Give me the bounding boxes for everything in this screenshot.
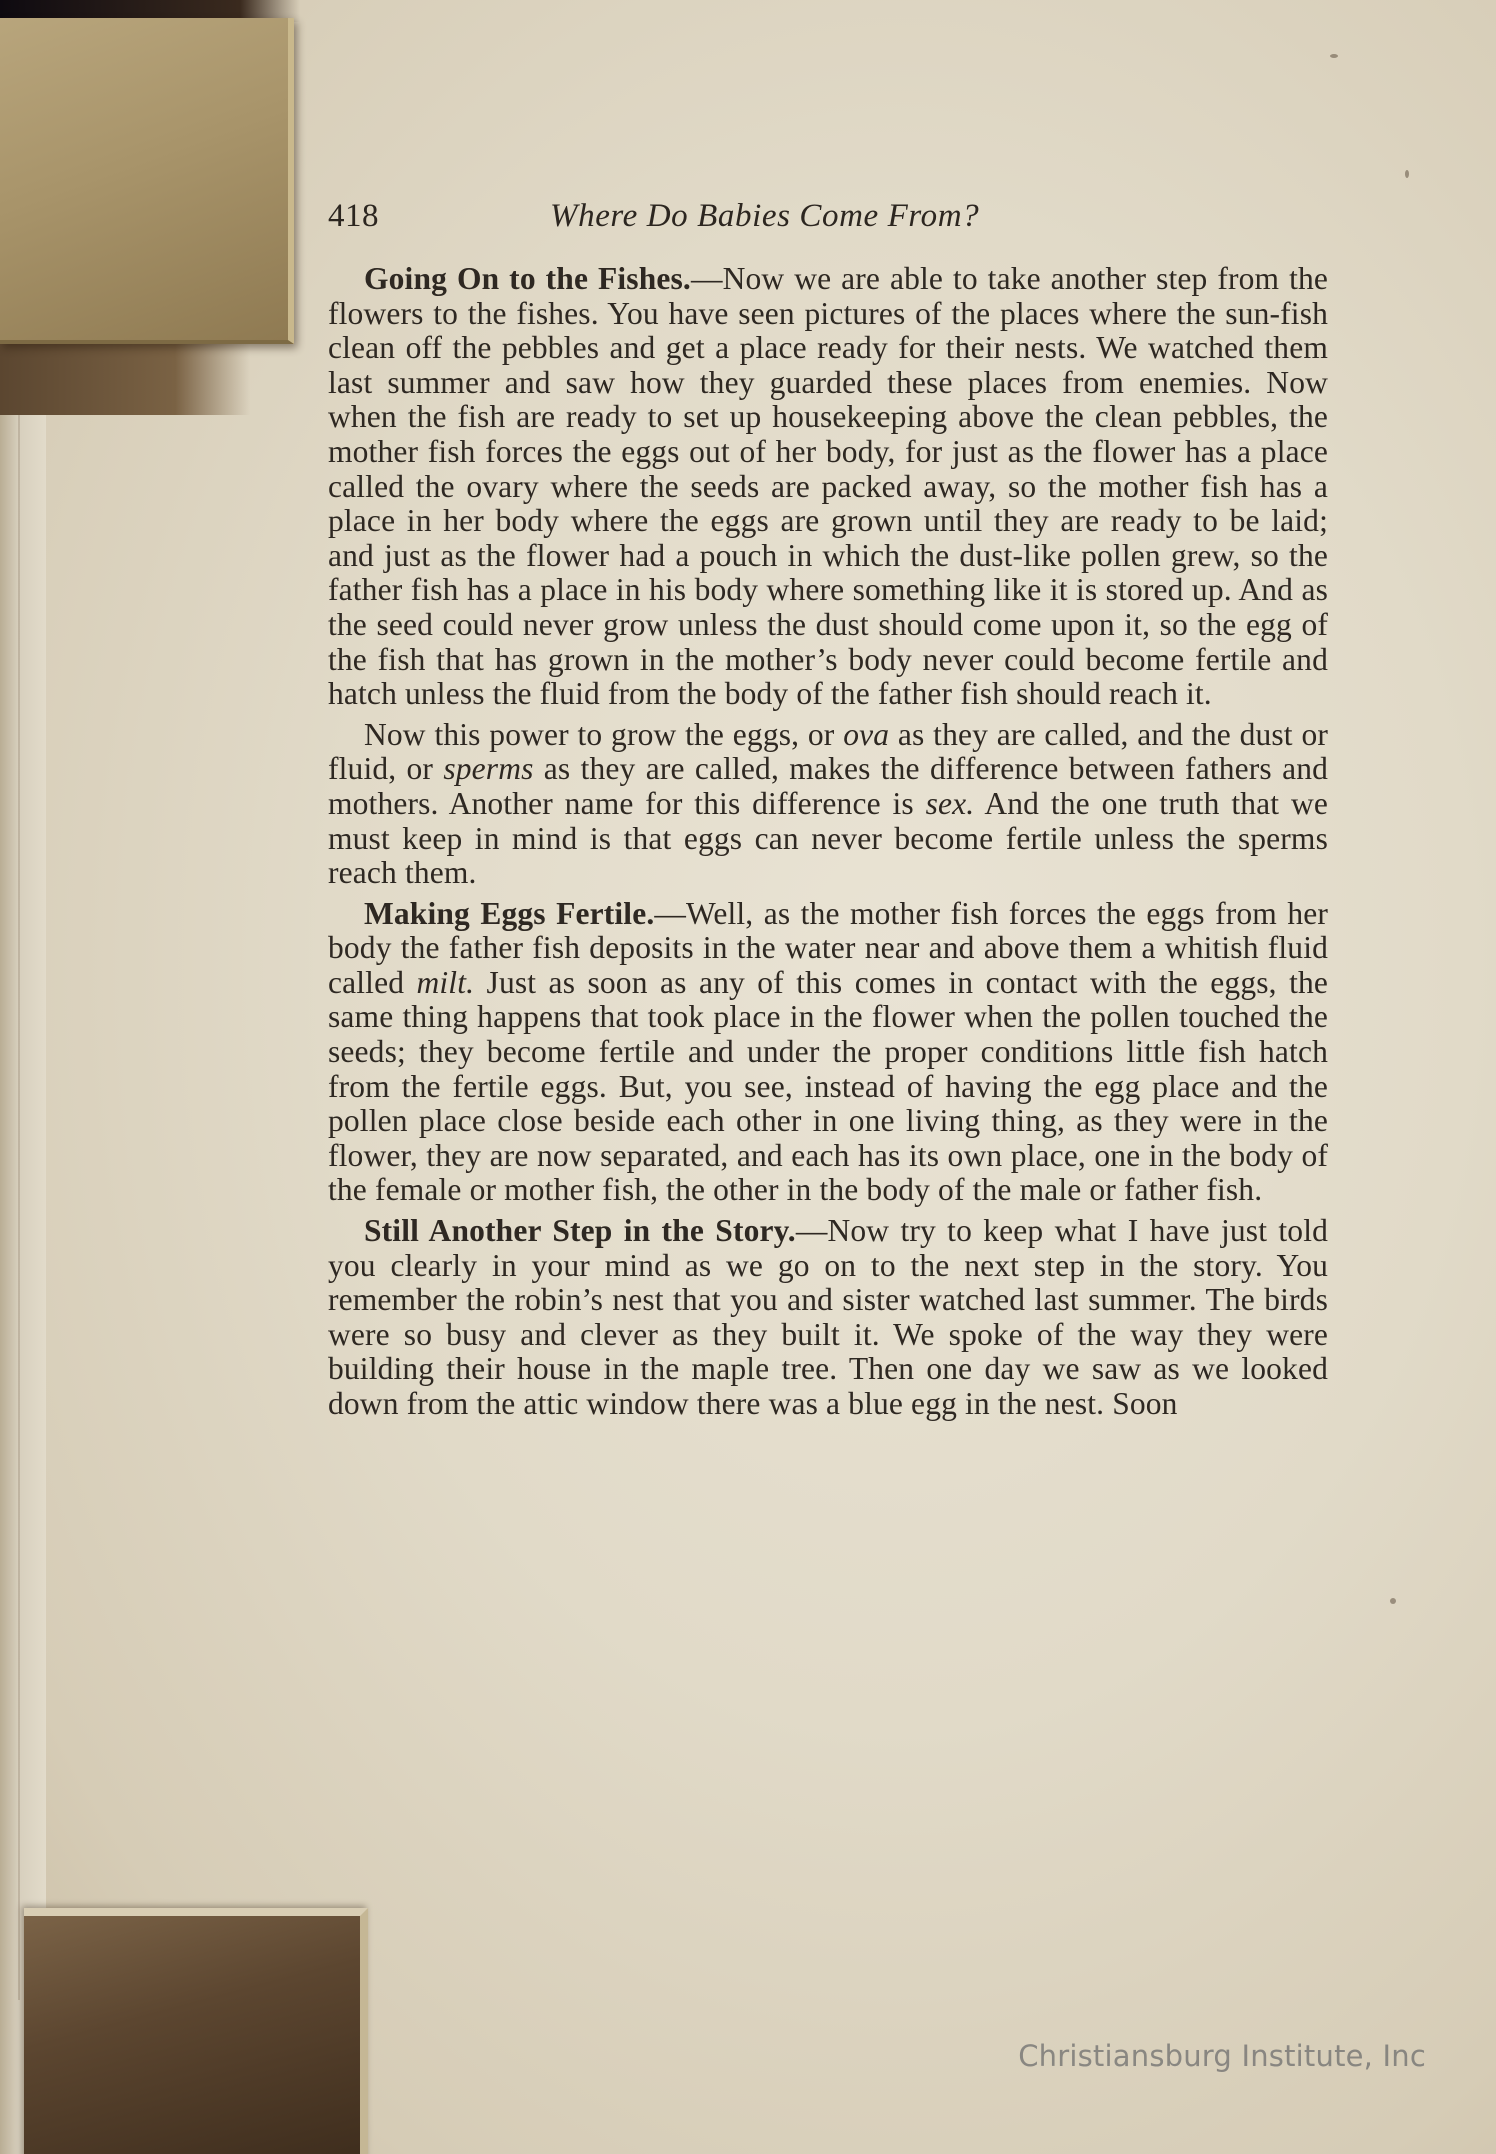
paragraph-ova	[328, 718, 1328, 891]
paragraph-text: And the one truth that we must keep in mind is that eggs can never become fertile unless the sperms reach them.	[328, 785, 1328, 891]
paragraph-text: —Well, as the mother fish forces the eggs from her body the father fish deposits in the water near and above them a whitish fluid called	[328, 895, 1329, 1000]
paragraph-text: as they are called, makes the difference between fathers and mothers. Another name for this difference is	[328, 751, 1329, 821]
watermark: Christiansburg Institute, Inc	[1018, 2039, 1426, 2073]
section-heading: Still Another Step in the Story.	[364, 1213, 796, 1249]
paragraph-text: —Now we are able to take another step from the flowers to the fishes. You have seen pictures of the places where the sun-fish clean off the pebbles and get a place ready for their nests. We watched them last summer and saw how they guarded these places from enemies. Now when the fish are ready to set up housekeeping above the clean pebbles, the mother fish forces the eggs out of her body, for just as the flower has a place called the ovary where the seeds are packed away, so the mother fish has a place in her body where the eggs are grown until they are ready to be laid; and just as the flower had a pouch in which the dust-like pollen grew, so the father fish has a place in his body where something like it is stored up. And as the seed could never grow unless the dust should come upon it, so the egg of the fish that has grown in the mother’s body never could become fertile and hatch unless the fluid from the body of the father fish should reach it.	[328, 261, 1329, 712]
paper-tape-top	[0, 18, 294, 344]
section-heading: Making Eggs Fertile.	[364, 895, 655, 931]
paragraph-text: as they are called, and the dust or fluid, or	[328, 716, 1328, 787]
paragraph-still-another-step	[328, 1214, 1328, 1422]
running-head	[328, 198, 1318, 246]
italic-term-milt: milt.	[416, 964, 475, 1000]
paragraph-making-eggs-fertile	[328, 897, 1328, 1208]
italic-term-ova: ova	[843, 716, 890, 752]
paper-speck	[1390, 1598, 1396, 1604]
running-title: Where Do Babies Come From?	[550, 198, 980, 234]
paper-speck	[1405, 170, 1409, 178]
paragraph-text: Now this power to grow the eggs, or	[364, 716, 844, 752]
italic-term-sex: sex.	[925, 785, 975, 821]
paper-speck	[1330, 54, 1338, 58]
paragraph-text: Just as soon as any of this comes in contact with the eggs, the same thing happens that took place in the flower when the pollen touched the seeds; they become fertile and under the proper conditions little fish hatch from the fertile eggs. But, you see, instead of having the egg place and the pollen place close beside each other in one living thing, as they were in the flower, they are now separated, and each has its own place, one in the body of the female or mother fish, the other in the body of the male or father fish.	[328, 964, 1328, 1208]
section-heading: Going On to the Fishes.	[364, 261, 691, 296]
body-text	[328, 262, 1328, 1422]
paragraph-text: —Now try to keep what I have just told you clearly in your mind as we go on to the next step in the story. You remember the robin’s nest that you and sister watched last summer. The birds were so busy and clever as they built it. We spoke of the way they were building their house in the maple tree. Then one day we saw as we looked down from the attic window there was a blue egg in the nest. Soon	[328, 1213, 1329, 1421]
paragraph-fishes	[328, 262, 1328, 712]
italic-term-sperms: sperms	[443, 751, 534, 787]
page-number: 418	[328, 198, 379, 234]
paper-tape-bottom	[24, 1908, 368, 2154]
tape-shadow	[0, 340, 250, 415]
